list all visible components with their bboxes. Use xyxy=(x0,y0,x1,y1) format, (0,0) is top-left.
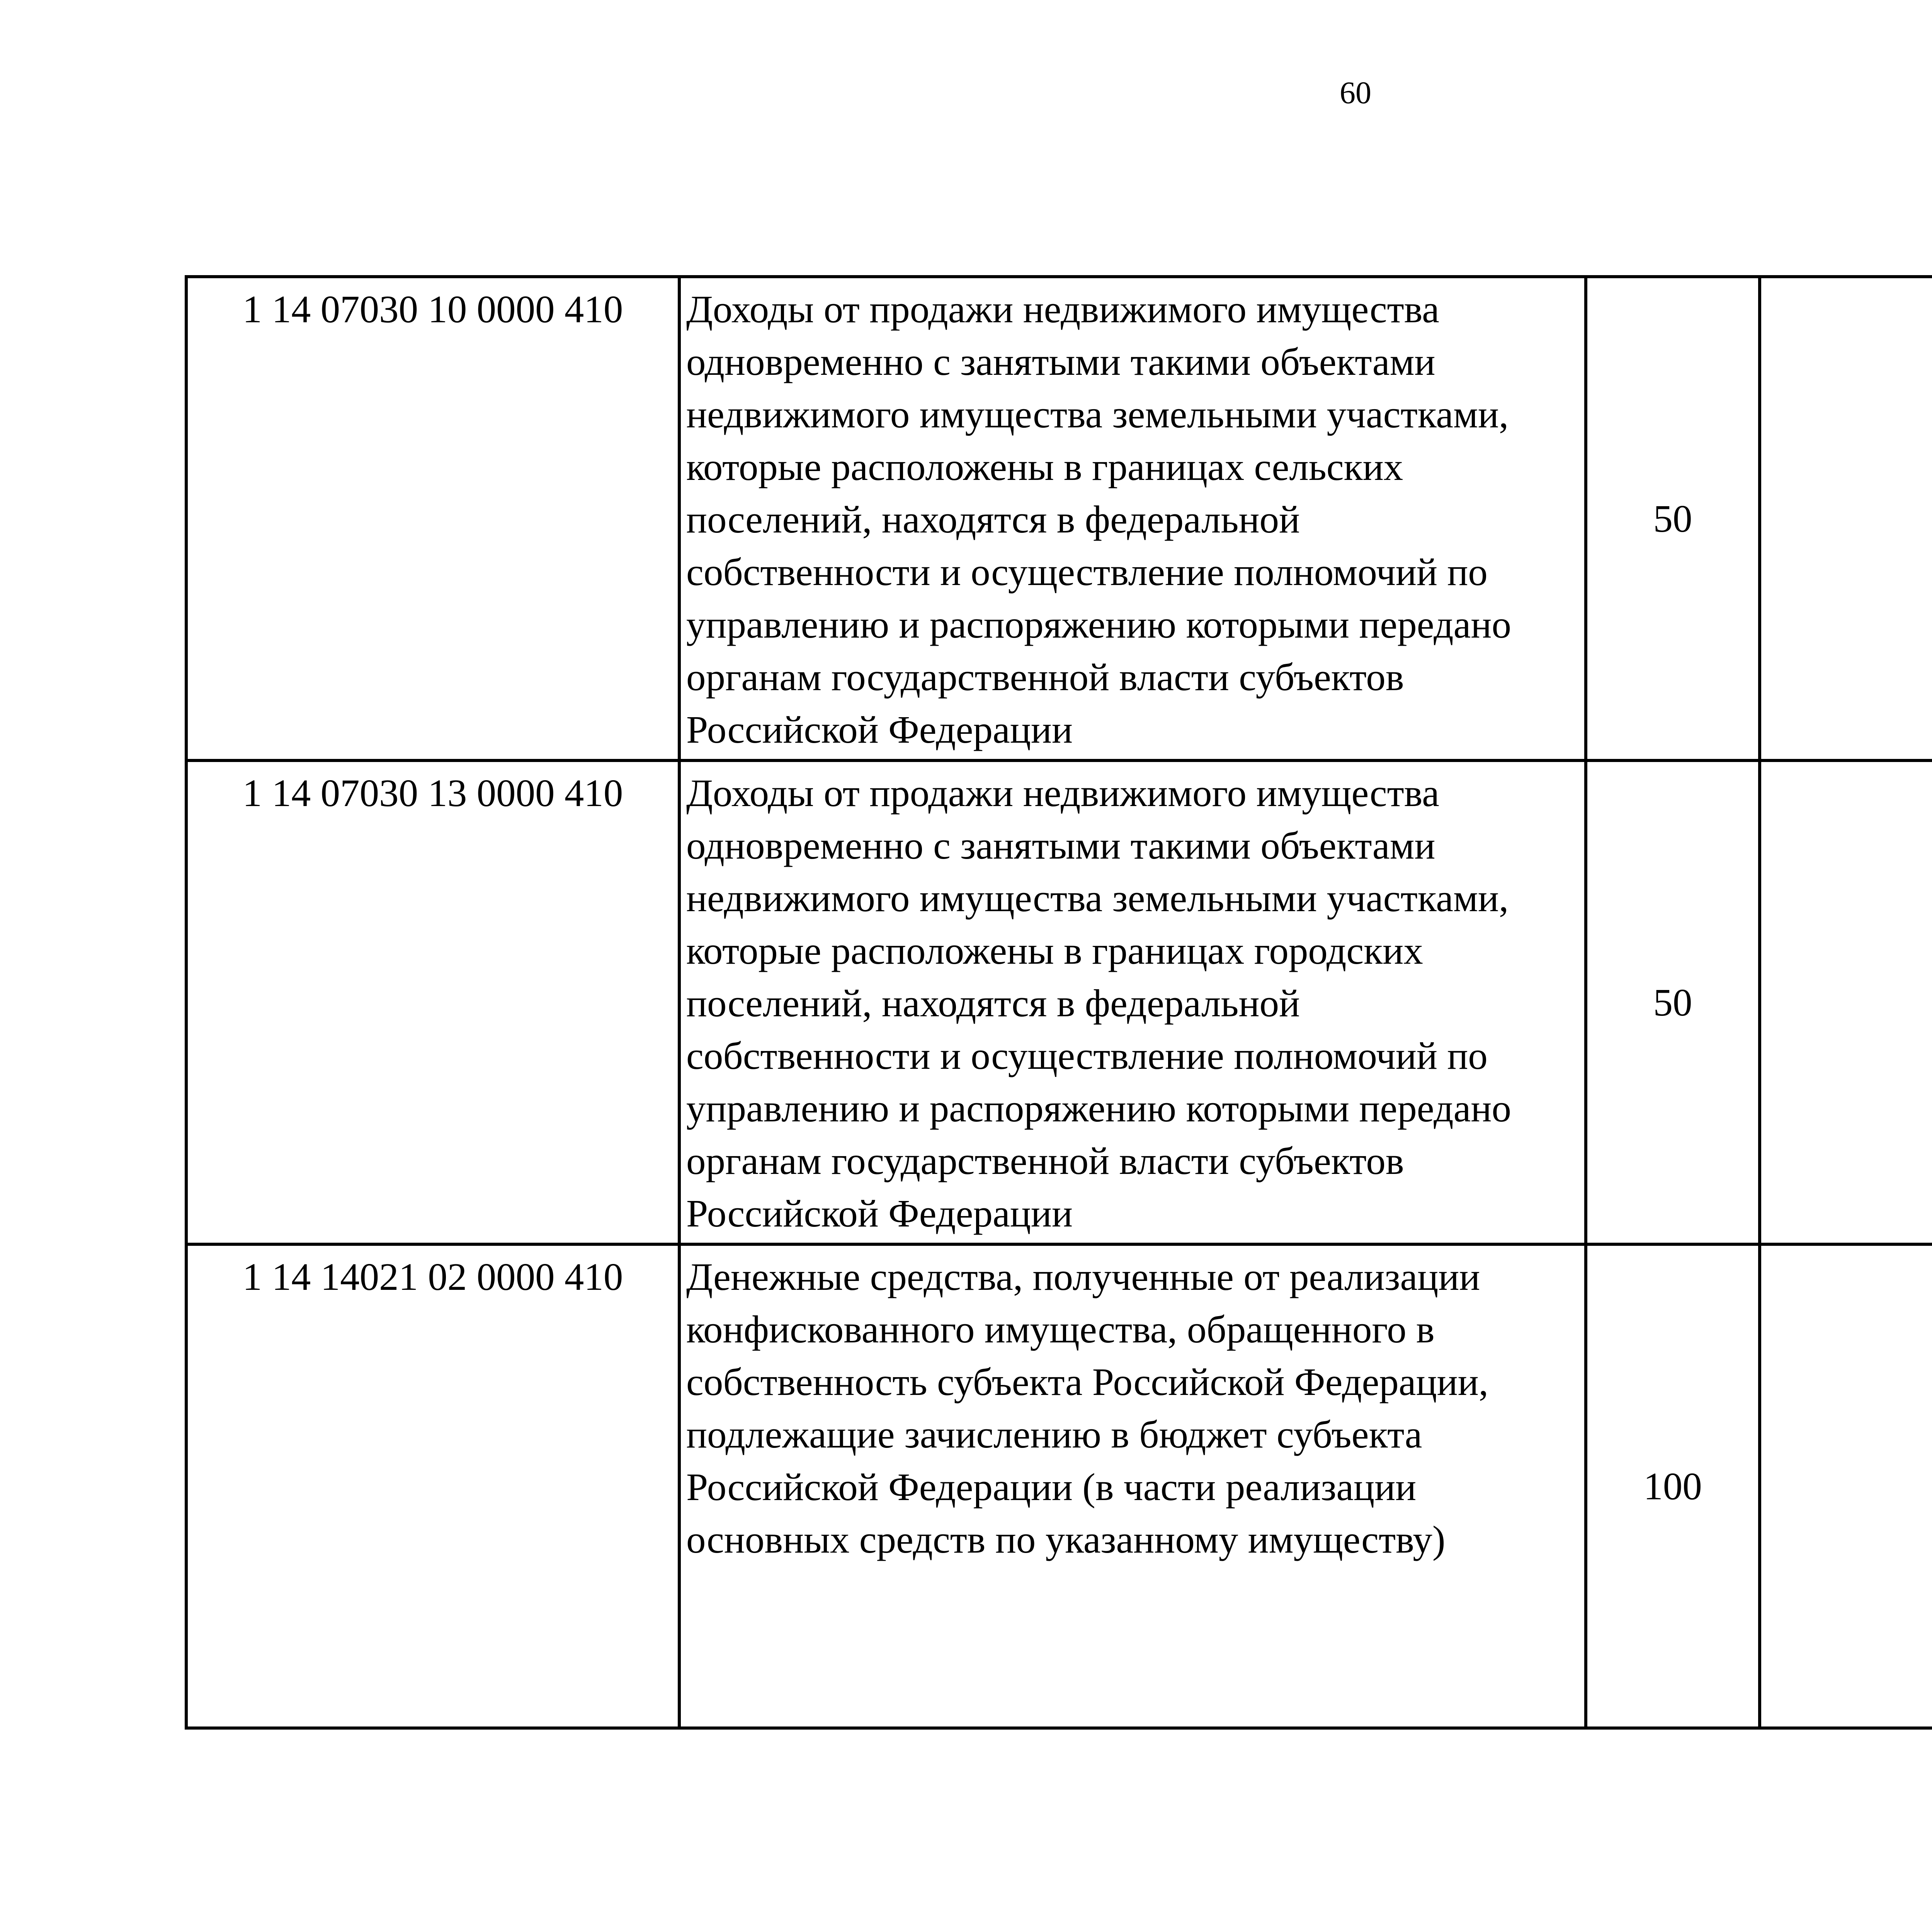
value-cell-2 xyxy=(1760,277,1932,760)
revenue-description-cell xyxy=(679,277,1586,760)
value-cell-1: 50 xyxy=(1586,277,1760,760)
description-line: управлению и распоряжению которыми передано xyxy=(686,1087,1511,1130)
table-row xyxy=(186,760,1932,1244)
value-cell-2 xyxy=(1760,760,1932,1244)
table-row xyxy=(186,277,1932,760)
value-cell-1: 100 xyxy=(1586,1244,1760,1728)
value-cell-1: 50 xyxy=(1586,760,1760,1244)
description-line: которые расположены в границах городских xyxy=(686,929,1423,972)
description-line: одновременно с занятыми такими объектами xyxy=(686,824,1435,867)
description-line: конфискованного имущества, обращенного в xyxy=(686,1308,1435,1351)
description-line: собственности и осуществление полномочий по xyxy=(686,550,1488,594)
description-line: Российской Федерации (в части реализации xyxy=(686,1465,1417,1509)
revenue-table xyxy=(185,275,1932,1730)
revenue-description-cell xyxy=(679,1244,1586,1728)
description-line: недвижимого имущества земельными участками, xyxy=(686,393,1509,436)
table-row xyxy=(186,1244,1932,1728)
revenue-code-cell: 1 14 07030 13 0000 410 xyxy=(186,760,679,1244)
description-line: которые расположены в границах сельских xyxy=(686,445,1403,488)
revenue-code-cell: 1 14 14021 02 0000 410 xyxy=(186,1244,679,1728)
description-line: подлежащие зачислению в бюджет субъекта xyxy=(686,1413,1422,1456)
revenue-code-cell: 1 14 07030 10 0000 410 xyxy=(186,277,679,760)
description-line: Российской Федерации xyxy=(686,708,1073,751)
description-line: собственность субъекта Российской Федерации, xyxy=(686,1360,1489,1403)
description-line: поселений, находятся в федеральной xyxy=(686,981,1300,1025)
description-line: органам государственной власти субъектов xyxy=(686,655,1404,699)
description-line: Доходы от продажи недвижимого имущества xyxy=(686,287,1439,331)
description-line: недвижимого имущества земельными участками, xyxy=(686,876,1509,920)
description-line: поселений, находятся в федеральной xyxy=(686,498,1300,541)
description-line: одновременно с занятыми такими объектами xyxy=(686,340,1435,383)
description-line: органам государственной власти субъектов xyxy=(686,1139,1404,1182)
page-number: 60 xyxy=(1340,75,1371,110)
description-line: собственности и осуществление полномочий по xyxy=(686,1034,1488,1077)
description-line: управлению и распоряжению которыми передано xyxy=(686,603,1511,646)
value-cell-2 xyxy=(1760,1244,1932,1728)
description-line: Российской Федерации xyxy=(686,1192,1073,1235)
description-line: Доходы от продажи недвижимого имущества xyxy=(686,771,1439,815)
revenue-description-cell xyxy=(679,760,1586,1244)
description-line: основных средств по указанному имуществу) xyxy=(686,1518,1446,1561)
description-line: Денежные средства, полученные от реализации xyxy=(686,1255,1480,1298)
